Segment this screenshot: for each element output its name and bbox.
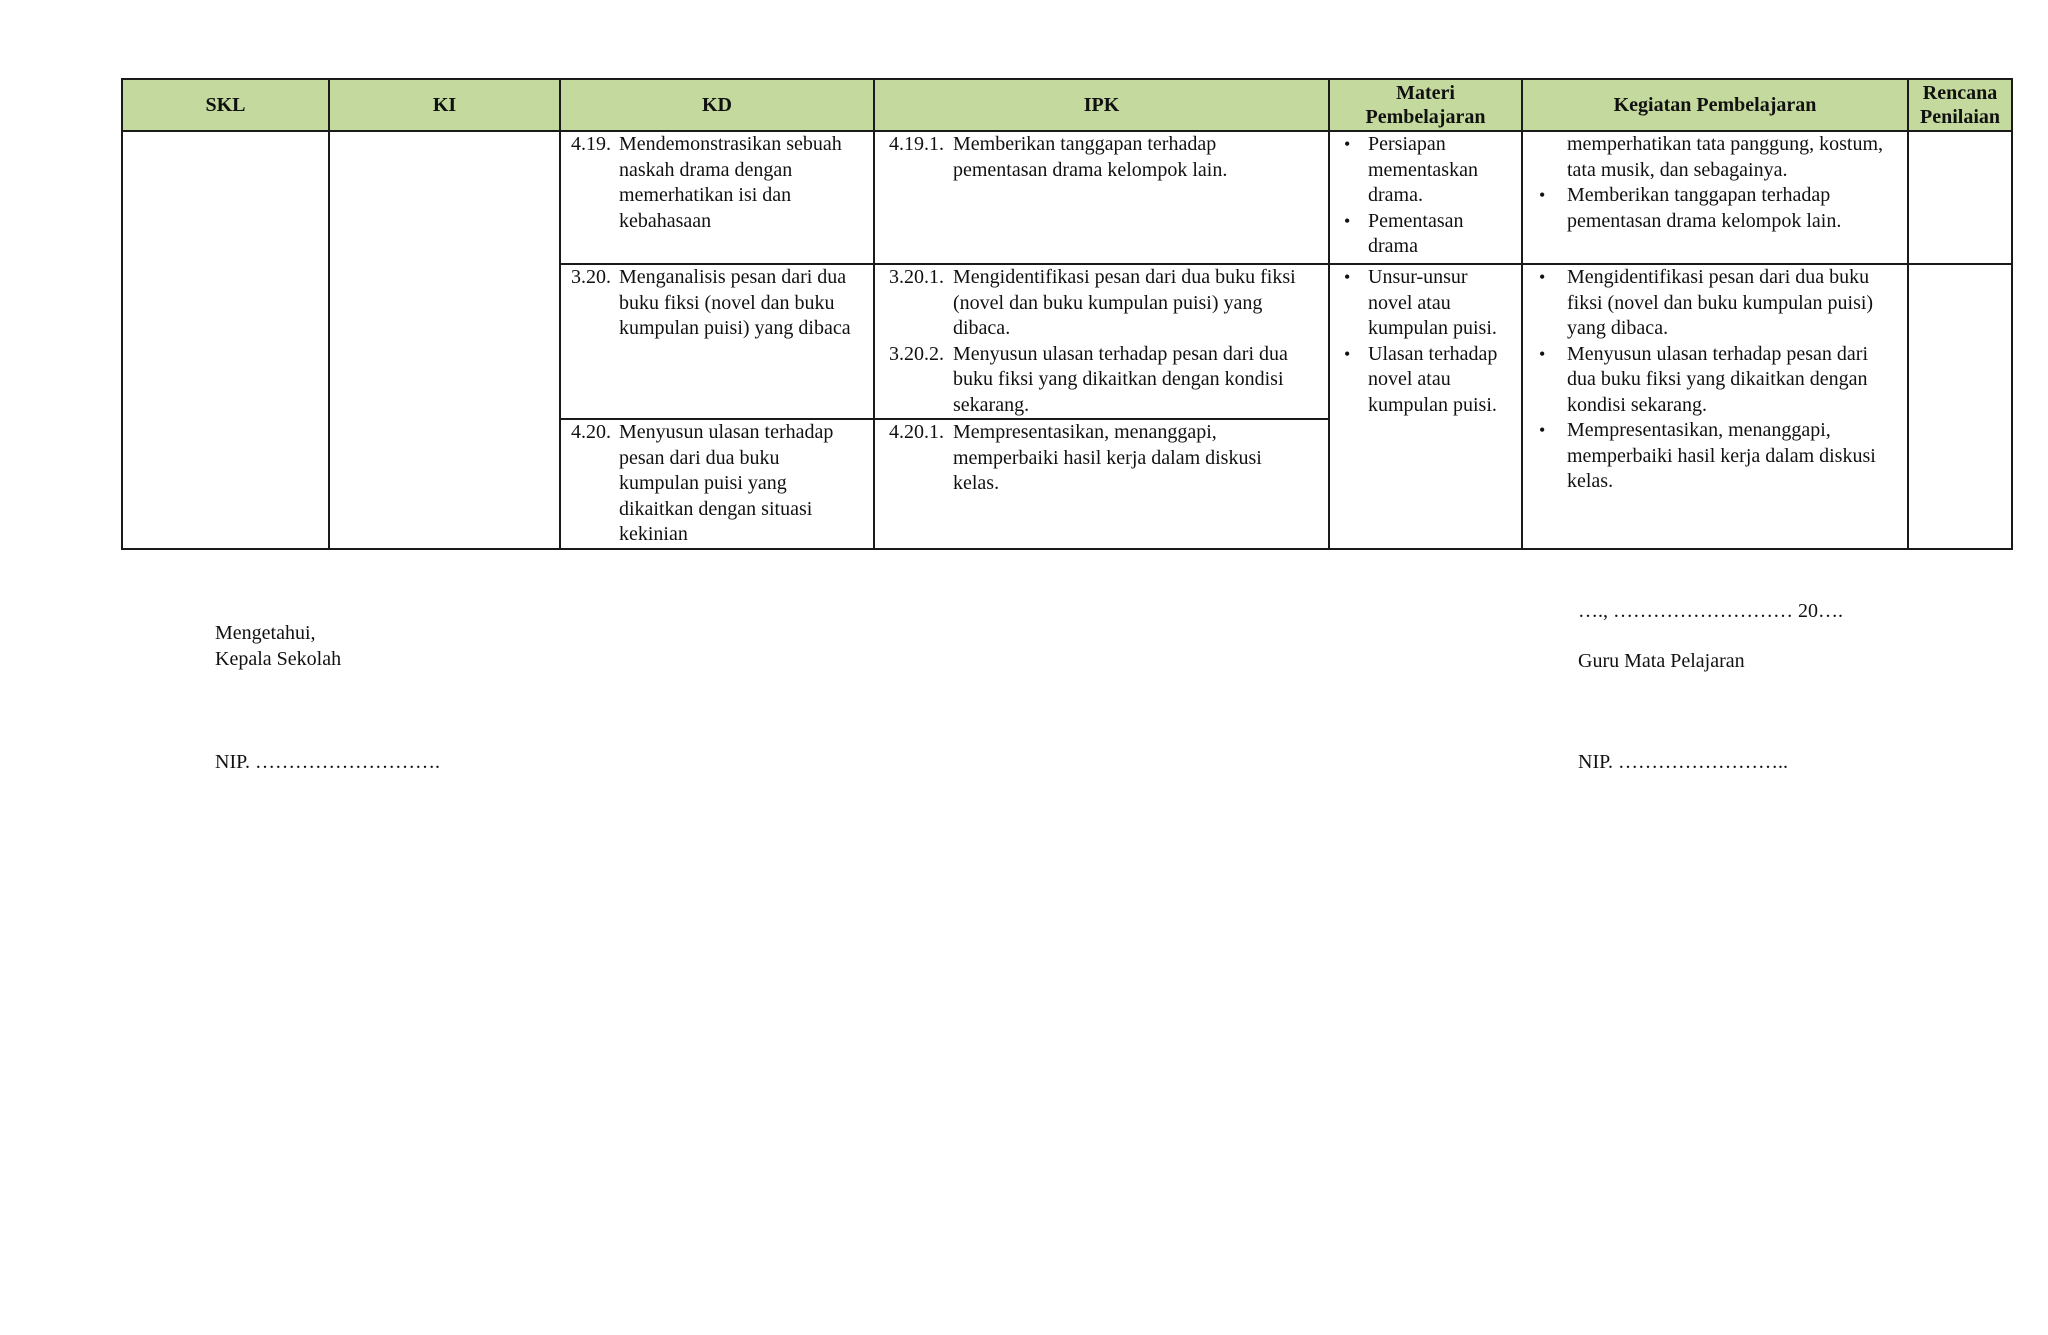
ipk-number: 3.20.1. [889, 266, 944, 288]
ipk-cell [874, 419, 1329, 549]
ipk-text: Menyusun ulasan terhadap pesan dari dua buku fiksi yang dikaitkan dengan kondisi sekarang. [953, 342, 1288, 416]
rencana-cell [1908, 131, 2012, 264]
kd-cell [560, 264, 874, 419]
kd-number: 3.20. [571, 266, 611, 288]
syllabus-table [121, 78, 2013, 550]
kd-text: Menganalisis pesan dari dua buku fiksi (novel dan buku kumpulan puisi) yang dibaca [619, 266, 851, 339]
materi-text: Unsur-unsur novel atau kumpulan puisi. [1368, 266, 1497, 339]
ipk-item [889, 420, 1308, 497]
rencana-cell [1908, 264, 2012, 549]
kd-number: 4.20. [571, 421, 611, 443]
kegiatan-continuation: memperhatikan tata panggung, kostum, tata musik, dan sebagainya. [1567, 133, 1884, 181]
teacher-nip: NIP. …………………….. [1578, 751, 1789, 773]
teacher-label: Guru Mata Pelajaran [1578, 650, 1745, 672]
bullet-icon: • [1344, 343, 1351, 364]
table-row [122, 131, 2012, 264]
kd-cell [560, 419, 874, 549]
kd-text: Menyusun ulasan terhadap pesan dari dua buku kumpulan puisi yang dikaitkan dengan situasi kekinian [619, 421, 834, 545]
list-item [1338, 209, 1511, 260]
table-header-row [122, 79, 2012, 131]
header-skl: SKL [122, 79, 329, 131]
ipk-text: Mempresentasikan, menanggapi, memperbaiki hasil kerja dalam diskusi kelas. [953, 421, 1262, 494]
materi-text: Ulasan terhadap novel atau kumpulan puisi. [1368, 342, 1498, 416]
kd-cell [560, 131, 874, 264]
list-item [1338, 132, 1511, 209]
kd-item [571, 132, 861, 234]
header-rencana-line2: Penilaian [1919, 106, 2000, 128]
bullet-icon: • [1539, 343, 1546, 364]
ipk-number: 3.20.2. [889, 342, 944, 365]
acknowledged-label: Mengetahui, [215, 622, 316, 644]
bullet-icon: • [1539, 420, 1546, 440]
kd-text: Mendemonstrasikan sebuah naskah drama dengan memerhatikan isi dan kebahasaan [619, 133, 842, 232]
principal-nip: NIP. ………………………. [215, 751, 441, 773]
signature-left [215, 620, 341, 672]
principal-label: Kepala Sekolah [215, 648, 342, 670]
ipk-text: Memberikan tanggapan terhadap pementasan drama kelompok lain. [953, 133, 1228, 181]
ipk-text: Mengidentifikasi pesan dari dua buku fiksi (novel dan buku kumpulan puisi) yang dibaca. [953, 266, 1296, 339]
kd-item [571, 265, 861, 342]
header-kd: KD [560, 79, 874, 131]
list-item [1533, 418, 1897, 495]
header-rencana [1908, 79, 2012, 131]
header-ipk: IPK [874, 79, 1329, 131]
ipk-item [889, 132, 1308, 183]
kd-item [571, 420, 861, 548]
header-ki: KI [329, 79, 560, 131]
bullet-icon: • [1344, 267, 1351, 287]
header-materi [1329, 79, 1522, 131]
header-rencana-line1: Rencana [1922, 82, 1998, 104]
ipk-cell [874, 131, 1329, 264]
list-item [1533, 342, 1897, 419]
materi-text: Pementasan drama [1368, 209, 1464, 257]
materi-cell [1329, 131, 1522, 264]
header-materi-line2: Pembelajaran [1365, 106, 1486, 128]
materi-text: Persiapan mementaskan drama. [1368, 133, 1478, 206]
bullet-icon: • [1539, 267, 1546, 287]
kegiatan-cell [1522, 131, 1908, 264]
bullet-icon: • [1539, 185, 1546, 205]
ipk-number: 4.20.1. [889, 421, 944, 443]
kegiatan-text: Mengidentifikasi pesan dari dua buku fiksi (novel dan buku kumpulan puisi) yang dibaca. [1567, 266, 1874, 339]
bullet-icon: • [1344, 210, 1351, 231]
kegiatan-text: Memberikan tanggapan terhadap pementasan drama kelompok lain. [1567, 184, 1842, 232]
list-item [1338, 265, 1511, 342]
ipk-item [889, 342, 1308, 419]
list-item [1533, 183, 1897, 234]
ipk-item [889, 265, 1308, 342]
skl-cell [122, 131, 329, 549]
ipk-number: 4.19.1. [889, 133, 944, 155]
kd-number: 4.19. [571, 133, 611, 155]
kegiatan-text: Mempresentasikan, menanggapi, memperbaiki hasil kerja dalam diskusi kelas. [1567, 419, 1876, 492]
header-kegiatan: Kegiatan Pembelajaran [1522, 79, 1908, 131]
date-line: …., ……………………… 20…. [1578, 600, 1843, 622]
list-item [1338, 342, 1511, 419]
kegiatan-cell [1522, 264, 1908, 549]
bullet-icon: • [1344, 134, 1351, 154]
header-materi-line1: Materi [1396, 82, 1455, 104]
materi-cell [1329, 264, 1522, 549]
ki-cell [329, 131, 560, 549]
ipk-cell [874, 264, 1329, 419]
list-item [1533, 265, 1897, 342]
kegiatan-text: Menyusun ulasan terhadap pesan dari dua buku fiksi yang dikaitkan dengan kondisi sekarang. [1567, 342, 1869, 416]
